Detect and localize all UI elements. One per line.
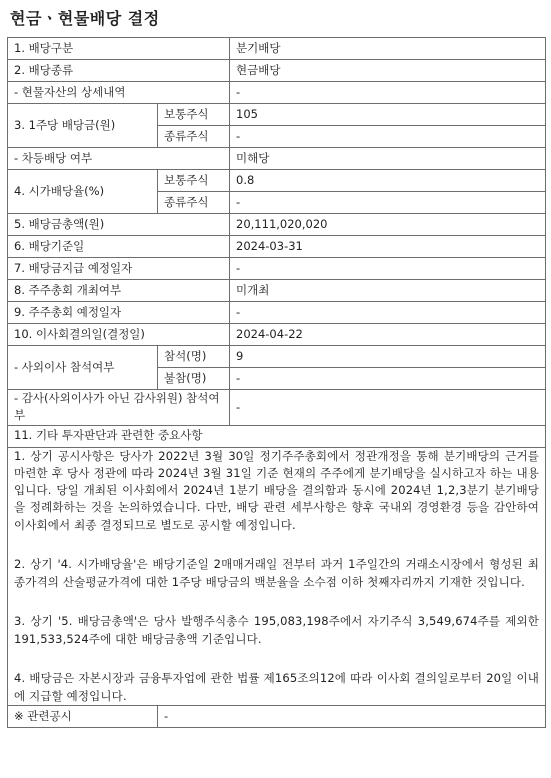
row-label-total: 5. 배당금총액(원) <box>8 214 230 236</box>
row-label-record-date: 6. 배당기준일 <box>8 236 230 258</box>
outside-present-label: 참석(명) <box>158 346 230 368</box>
row-value-board-date: 2024-04-22 <box>230 324 546 346</box>
row-label-in-kind-details: - 현물자산의 상세내역 <box>8 82 230 104</box>
yield-common-label: 보통주식 <box>158 170 230 192</box>
table-row <box>8 705 546 727</box>
row-label-agm-date: 9. 주주총회 예정일자 <box>8 302 230 324</box>
row-label-dividend-type: 1. 배당구분 <box>8 38 230 60</box>
note-paragraph-1: 1. 상기 공시사항은 당사가 2022년 3월 30일 정기주주총회에서 정관개정을 통해 분기배당의 근거를 마련한 후 당사 정관에 따라 2024년 3월 31일 기준 현재의 주주에게 분기배당을 실시하고자 하는 내용입니다. 당일 개최된 이사회에서 2024년 1분기 배당을 결의함과 동시에 2024년 1,2,3분기 분기배당을 정례화하는 것을 논의하였습니다. 다만, 배당 관련 세부사항은 향후 국내외 경영환경 등을 감안하여 이사회에서 최종 결정되므로 별도로 공시할 예정입니다. <box>14 448 540 532</box>
table-row <box>8 390 546 426</box>
row-value-in-kind-details: - <box>230 82 546 104</box>
table-row <box>8 258 546 280</box>
row-value-auditor: - <box>230 390 546 426</box>
row-label-differential: - 차등배당 여부 <box>8 148 230 170</box>
row-label-auditor: - 감사(사외이사가 아닌 감사위원) 참석여부 <box>8 390 230 426</box>
yield-common-value: 0.8 <box>230 170 546 192</box>
related-disclosure-value: - <box>158 705 546 727</box>
row-value-agm-held: 미개최 <box>230 280 546 302</box>
dividend-decision-table <box>7 37 546 728</box>
row-value-dividend-kind: 현금배당 <box>230 60 546 82</box>
dps-common-label: 보통주식 <box>158 104 230 126</box>
row-value-total: 20,111,020,020 <box>230 214 546 236</box>
note-paragraph-2: 2. 상기 '4. 시가배당율'은 배당기준일 2매매거래일 전부터 과거 1주일간의 거래소시장에서 형성된 최종가격의 산술평균가격에 대한 1주당 배당금의 백분율을 소수점 이하 첫째자리까지 기재한 것입니다. <box>14 557 540 589</box>
row-value-differential: 미해당 <box>230 148 546 170</box>
table-row <box>8 324 546 346</box>
table-row <box>8 60 546 82</box>
table-row <box>8 425 546 447</box>
table-row <box>8 236 546 258</box>
table-row <box>8 280 546 302</box>
row-label-dividend-kind: 2. 배당종류 <box>8 60 230 82</box>
table-row <box>8 38 546 60</box>
table-row <box>8 148 546 170</box>
outside-absent-value: - <box>230 368 546 390</box>
row-value-dividend-type: 분기배당 <box>230 38 546 60</box>
table-row <box>8 104 546 126</box>
row-label-yield: 4. 시가배당율(%) <box>8 170 158 214</box>
row-value-agm-date: - <box>230 302 546 324</box>
table-row <box>8 302 546 324</box>
table-row <box>8 82 546 104</box>
dps-pref-label: 종류주식 <box>158 126 230 148</box>
row-value-payment-date: - <box>230 258 546 280</box>
row-value-record-date: 2024-03-31 <box>230 236 546 258</box>
note-paragraph-4: 4. 배당금은 자본시장과 금융투자업에 관한 법률 제165조의12에 따라 이사회 결의일로부터 20일 이내에 지급할 예정입니다. <box>14 671 540 703</box>
table-row <box>8 170 546 192</box>
row-label-other-matters: 11. 기타 투자판단과 관련한 중요사항 <box>8 425 546 447</box>
dps-common-value: 105 <box>230 104 546 126</box>
table-row <box>8 214 546 236</box>
related-disclosure-label: ※ 관련공시 <box>8 705 158 727</box>
outside-present-value: 9 <box>230 346 546 368</box>
yield-pref-label: 종류주식 <box>158 192 230 214</box>
row-label-agm-held: 8. 주주총회 개최여부 <box>8 280 230 302</box>
table-row <box>8 346 546 368</box>
outside-absent-label: 불참(명) <box>158 368 230 390</box>
row-label-payment-date: 7. 배당금지급 예정일자 <box>8 258 230 280</box>
row-label-board-date: 10. 이사회결의일(결정일) <box>8 324 230 346</box>
row-label-dps: 3. 1주당 배당금(원) <box>8 104 158 148</box>
table-row <box>8 447 546 705</box>
dps-pref-value: - <box>230 126 546 148</box>
yield-pref-value: - <box>230 192 546 214</box>
note-paragraph-3: 3. 상기 '5. 배당금총액'은 당사 발행주식총수 195,083,198주에서 자기주식 3,549,674주를 제외한 191,533,524주에 대한 배당금총액 기준입니다. <box>14 614 540 646</box>
other-matters-notes <box>8 447 546 705</box>
row-label-outside-directors: - 사외이사 참석여부 <box>8 346 158 390</box>
page-title: 현금ㆍ현물배당 결정 <box>10 9 160 28</box>
